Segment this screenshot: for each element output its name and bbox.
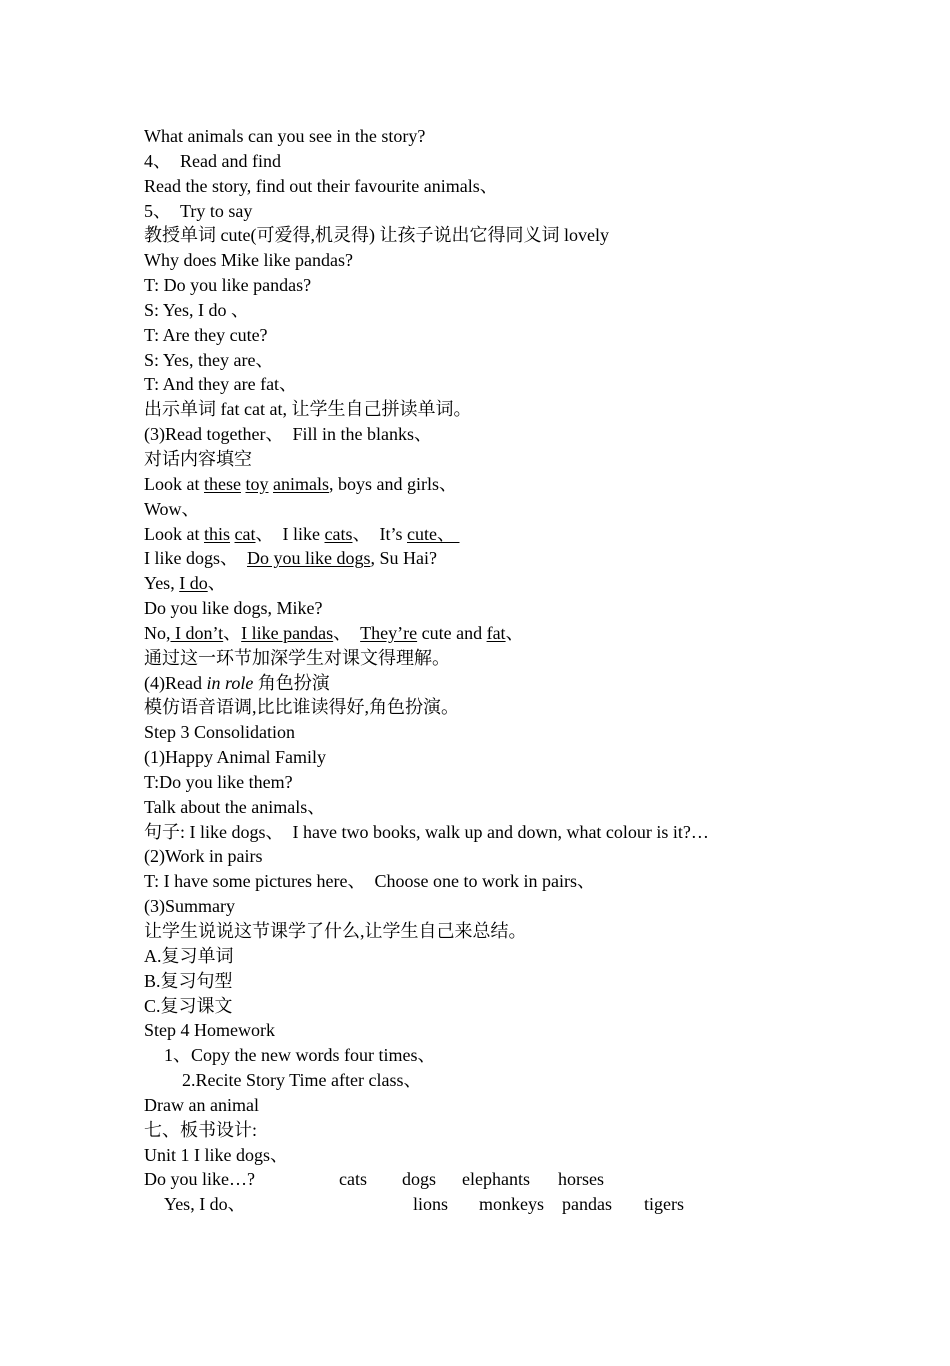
blank-answer: animals xyxy=(273,473,329,494)
text-line: S: Yes, they are、 xyxy=(144,349,274,370)
text-line: 4、 Read and find xyxy=(144,150,281,171)
text-line: 让学生说说这节课学了什么,让学生自己来总结。 xyxy=(144,921,527,941)
fill-blank-line xyxy=(144,522,904,547)
blank-answer: I do xyxy=(179,573,208,594)
text-line: 5、 Try to say xyxy=(144,200,253,221)
text-span: 、 It’s xyxy=(352,523,407,544)
text-span: (4)Read xyxy=(144,672,207,693)
section-heading: Step 3 Consolidation xyxy=(144,722,296,743)
text-line: T: Are they cute? xyxy=(144,324,268,345)
board-row xyxy=(144,1167,904,1192)
board-word: elephants xyxy=(462,1169,530,1190)
blank-answer: cat xyxy=(234,523,256,544)
text-line: 出示单词 fat cat at, 让学生自己拼读单词。 xyxy=(144,399,472,420)
text-line: Talk about the animals、 xyxy=(144,796,326,817)
text-line: Draw an animal xyxy=(144,1094,259,1115)
text-line: Unit 1 I like dogs、 xyxy=(144,1144,288,1165)
text-line: 通过这一环节加深学生对课文得理解。 xyxy=(144,647,450,668)
fill-blank-line: Do you like dogs, Mike? xyxy=(144,598,323,619)
text-line: Why does Mike like pandas? xyxy=(144,250,353,271)
blank-answer: They’re xyxy=(360,622,418,643)
blank-answer: I don’t xyxy=(170,622,224,643)
text-span: Look at xyxy=(144,473,204,494)
board-word: horses xyxy=(558,1169,604,1190)
blank-answer: Do you like dogs xyxy=(247,548,371,569)
text-line: 教授单词 cute(可爱得,机灵得) 让孩子说出它得同义词 lovely xyxy=(144,225,609,246)
homework-item: 1、Copy the new words four times、 xyxy=(164,1045,436,1066)
text-line: 句子: I like dogs、 I have two books, walk up and down, what colour is it?… xyxy=(144,821,709,842)
board-word: cats xyxy=(339,1169,367,1190)
blank-answer: toy xyxy=(245,473,269,494)
text-span: Look at xyxy=(144,523,204,544)
text-span: I like dogs、 xyxy=(144,548,247,569)
board-answer: Yes, I do、 xyxy=(164,1194,246,1215)
board-question: Do you like…? xyxy=(144,1169,255,1190)
text-line: (2)Work in pairs xyxy=(144,846,263,867)
text-span: , boys and girls、 xyxy=(329,473,457,494)
board-word: pandas xyxy=(562,1194,612,1215)
blank-answer: cute、 xyxy=(407,523,460,544)
text-span: Yes, xyxy=(144,573,180,594)
italic-text: in role xyxy=(206,672,254,693)
document-page xyxy=(144,124,904,1217)
text-span: No, xyxy=(144,622,171,643)
text-line: S: Yes, I do 、 xyxy=(144,299,250,320)
fill-blank-line: Wow、 xyxy=(144,498,200,519)
text-line: 对话内容填空 xyxy=(144,448,252,469)
text-span: 、 I like xyxy=(255,523,325,544)
board-word: dogs xyxy=(402,1169,437,1190)
text-line: 模仿语音语调,比比谁读得好,角色扮演。 xyxy=(144,697,459,718)
text-span: cute and xyxy=(417,622,487,643)
text-span: 、 xyxy=(207,573,226,594)
blank-answer: I like pandas xyxy=(241,622,334,643)
text-span: , Su Hai? xyxy=(370,548,437,569)
text-line: (3)Read together、 Fill in the blanks、 xyxy=(144,424,432,445)
text-line: Read the story, find out their favourite animals、 xyxy=(144,175,498,196)
blank-answer: this xyxy=(204,523,231,544)
blank-answer: fat xyxy=(486,622,506,643)
read-in-role-line xyxy=(144,671,904,696)
fill-blank-line xyxy=(144,571,904,596)
text-line: T: And they are fat、 xyxy=(144,374,298,395)
homework-item: 2.Recite Story Time after class、 xyxy=(182,1070,422,1091)
text-line: B.复习句型 xyxy=(144,970,233,991)
board-word: lions xyxy=(413,1194,449,1215)
fill-blank-line xyxy=(144,546,904,571)
fill-blank-line xyxy=(144,472,904,497)
text-line: C.复习课文 xyxy=(144,995,233,1016)
board-row xyxy=(144,1192,904,1217)
text-line: T: I have some pictures here、 Choose one to work in pairs、 xyxy=(144,871,595,892)
text-span: 、 xyxy=(333,622,361,643)
board-word: monkeys xyxy=(479,1194,544,1215)
text-line: What animals can you see in the story? xyxy=(144,126,426,146)
text-line: T: Do you like pandas? xyxy=(144,275,312,296)
text-line: T:Do you like them? xyxy=(144,771,293,792)
blank-answer: cats xyxy=(324,523,353,544)
text-line: (1)Happy Animal Family xyxy=(144,747,326,768)
text-line: 七、板书设计: xyxy=(144,1119,258,1140)
text-line: (3)Summary xyxy=(144,896,235,917)
blank-answer: these xyxy=(204,473,241,494)
text-span: 、 xyxy=(223,622,242,643)
text-span: 角色扮演 xyxy=(253,672,330,693)
fill-blank-line xyxy=(144,621,904,646)
text-span: 、 xyxy=(505,622,524,643)
board-word: tigers xyxy=(644,1194,684,1215)
section-heading: Step 4 Homework xyxy=(144,1020,275,1041)
text-line: A.复习单词 xyxy=(144,945,234,966)
